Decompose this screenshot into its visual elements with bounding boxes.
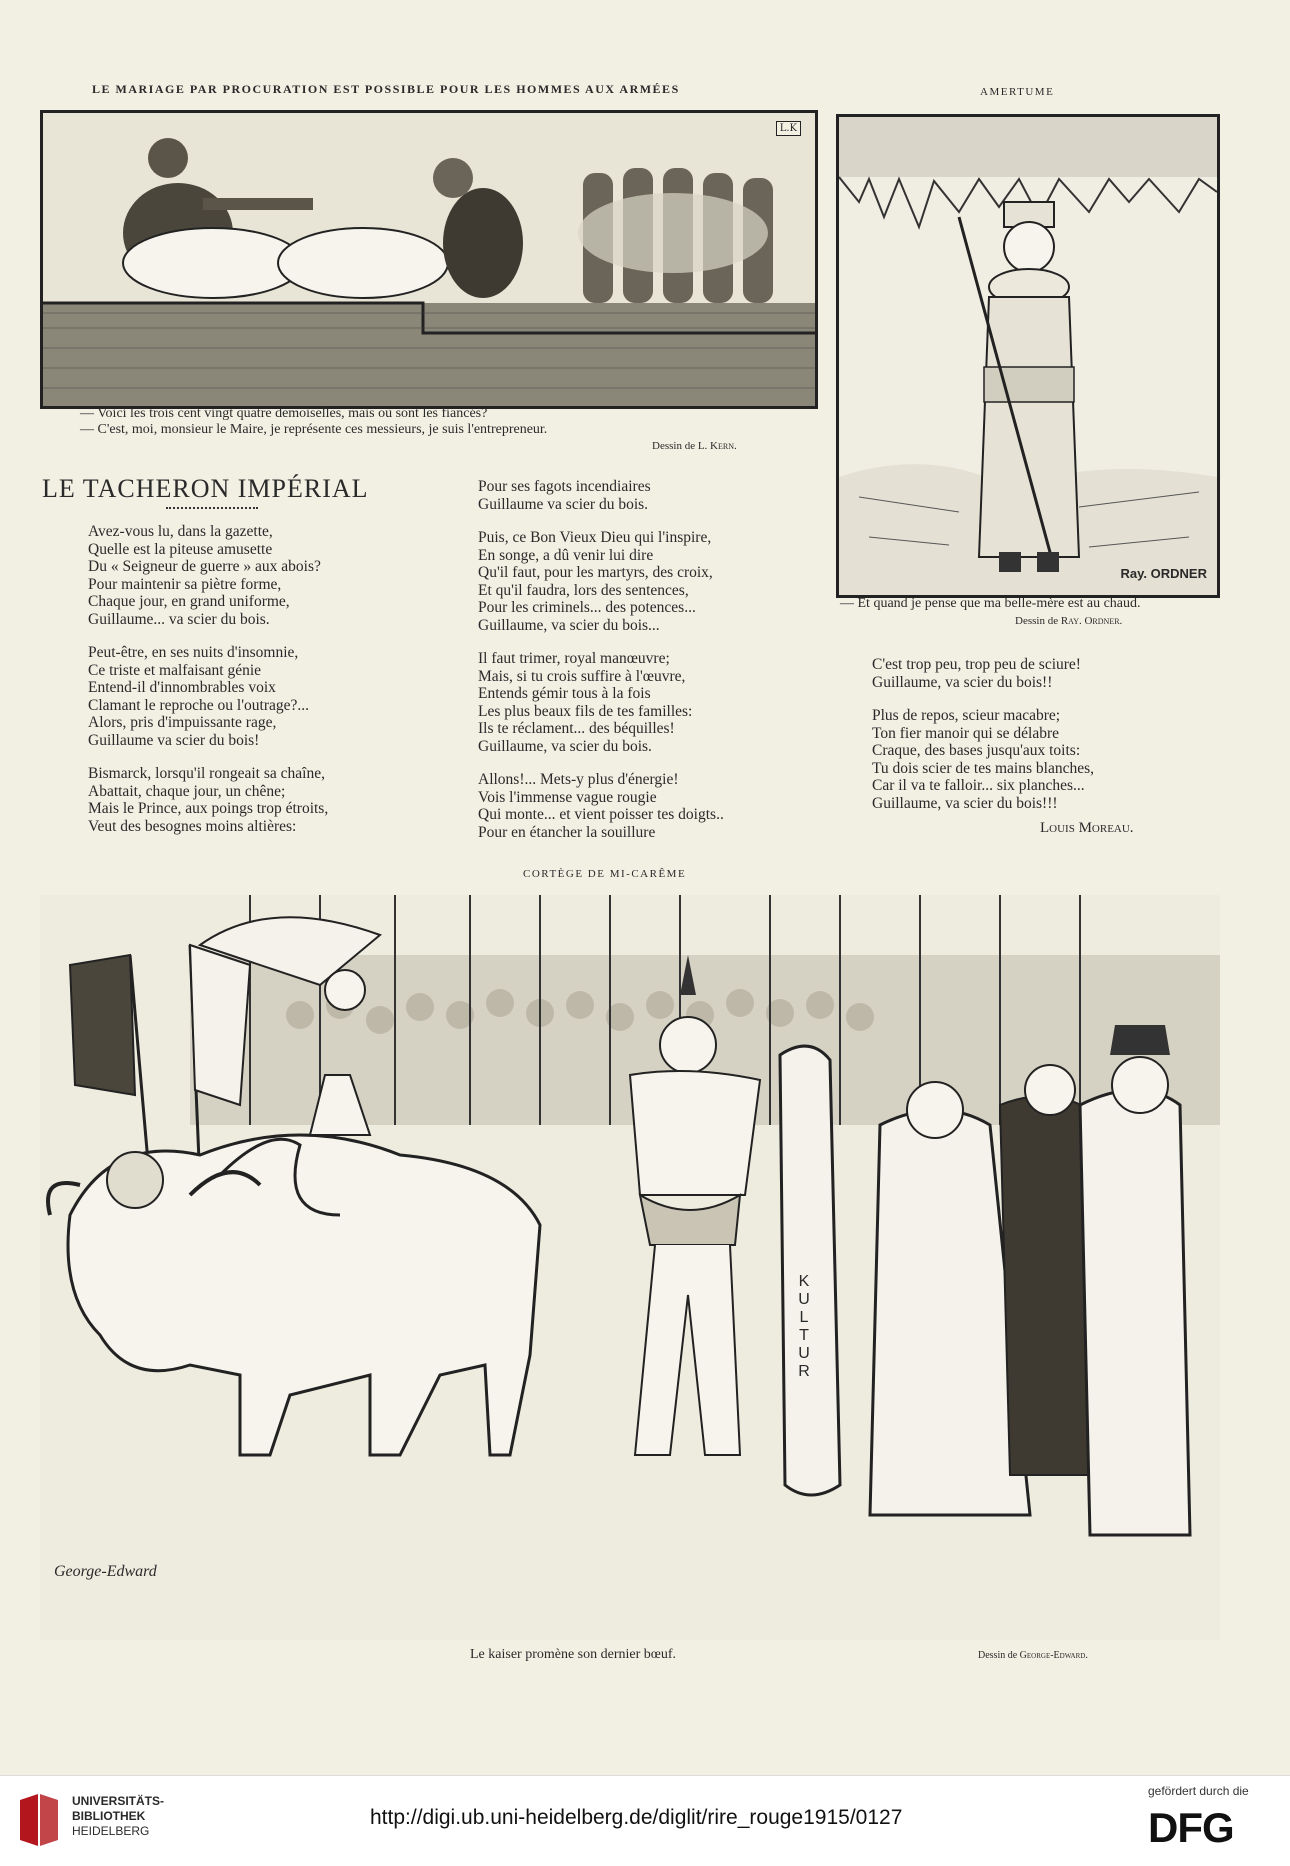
cartoon3-credit-prefix: Dessin de xyxy=(978,1650,1018,1661)
cartoon1-caption xyxy=(80,406,800,438)
poem-author: Louis Moreau. xyxy=(1040,820,1134,836)
poem-stanza xyxy=(872,707,1212,812)
poem-line: Craque, des bases jusqu'aux toits: xyxy=(872,742,1081,759)
poem-stanza xyxy=(478,771,823,841)
cartoon2-credit-name: Ray. Ordner. xyxy=(1060,615,1123,627)
poem-line: Pour en étancher la souillure xyxy=(478,823,656,841)
poem-line: C'est trop peu, trop peu de sciure! xyxy=(872,656,1081,673)
poem-stanza xyxy=(88,523,428,628)
poem-stanza xyxy=(478,650,823,755)
poem-col1 xyxy=(88,523,428,851)
cartoon2-drawing xyxy=(839,117,1217,595)
poem-line: Guillaume, va scier du bois. xyxy=(478,737,652,755)
cartoon1-header: LE MARIAGE PAR PROCURATION EST POSSIBLE POUR LES HOMMES AUX ARMÉES xyxy=(92,82,680,96)
cartoon2-credit-prefix: Dessin de xyxy=(1015,615,1059,627)
cartoon1-credit-prefix: Dessin de xyxy=(652,440,696,452)
poem-line: Allons!... Mets-y plus d'énergie! xyxy=(478,771,679,788)
poem-line: Les plus beaux fils de tes familles: xyxy=(478,702,693,720)
poem-line: Vois l'immense vague rougie xyxy=(478,788,657,806)
club-letter: U xyxy=(798,1291,810,1308)
poem-line: Guillaume va scier du bois! xyxy=(88,731,260,749)
cartoon3-credit-name: George-Edward. xyxy=(1019,1650,1088,1661)
poem-line: Mais, si tu crois suffire à l'œuvre, xyxy=(478,667,686,685)
cartoon1-caption-line2: — C'est, moi, monsieur le Maire, je représente ces messieurs, je suis l'entrepreneur. xyxy=(80,422,548,437)
poem-line: Abattait, chaque jour, un chêne; xyxy=(88,782,286,800)
poem-line: Du « Seigneur de guerre » aux abois? xyxy=(88,558,321,575)
sponsor-text: gefördert durch die xyxy=(1148,1784,1249,1798)
poem-line: Entends gémir tous à la fois xyxy=(478,685,651,702)
poem-col2 xyxy=(478,478,823,857)
cartoon3-header: CORTÈGE DE MI-CARÊME xyxy=(523,868,687,880)
poem-line: Bismarck, lorsqu'il rongeait sa chaîne, xyxy=(88,765,325,782)
club-letter: L xyxy=(799,1309,809,1326)
university-logo-text xyxy=(72,1794,164,1839)
poem-stanza xyxy=(88,644,428,749)
poem-line: Car il va te falloir... six planches... xyxy=(872,777,1085,794)
cartoon2-illustration xyxy=(836,114,1220,598)
poem-title-rule xyxy=(166,507,258,509)
university-logo-icon xyxy=(16,1792,62,1848)
club-letter: R xyxy=(798,1363,810,1380)
viewer-footer xyxy=(0,1775,1290,1866)
poem-line: Et qu'il faudra, lors des sentences, xyxy=(478,581,689,599)
cartoon3-caption: Le kaiser promène son dernier bœuf. xyxy=(470,1647,677,1662)
poem-line: Clamant le reproche ou l'outrage?... xyxy=(88,696,309,714)
cartoon3-credit xyxy=(978,1648,1088,1664)
cartoon3-drawing xyxy=(40,895,1220,1640)
poem-line: Guillaume, va scier du bois!! xyxy=(872,673,1053,691)
poem-line: Chaque jour, en grand uniforme, xyxy=(88,593,290,610)
poem-line: Guillaume... va scier du bois. xyxy=(88,610,270,628)
poem-line: Ton fier manoir qui se délabre xyxy=(872,724,1059,742)
poem-line: Entend-il d'innombrables voix xyxy=(88,679,276,696)
poem-line: Peut-être, en ses nuits d'insomnie, xyxy=(88,644,299,661)
logo-line2: BIBLIOTHEK xyxy=(72,1809,146,1823)
cartoon3-illustration xyxy=(40,895,1220,1640)
ub-logo-mark xyxy=(16,1792,62,1848)
poem-stanza xyxy=(478,478,823,513)
cartoon2-credit xyxy=(1015,613,1122,629)
cartoon1-caption-line1: — Voici les trois cent vingt quatre demoiselles, mais où sont les fiancés? xyxy=(80,406,488,421)
club-letter: T xyxy=(799,1327,809,1344)
poem-line: Plus de repos, scieur macabre; xyxy=(872,707,1061,724)
dfg-logo: DFG xyxy=(1148,1804,1234,1851)
poem-line: Puis, ce Bon Vieux Dieu qui l'inspire, xyxy=(478,529,712,546)
cartoon3-signature: George-Edward xyxy=(54,1563,157,1580)
poem-line: Veut des besognes moins altières: xyxy=(88,817,297,835)
club-letter: U xyxy=(798,1345,810,1362)
cartoon1-monogram: L.K xyxy=(776,121,801,136)
poem-title: LE TACHERON IMPÉRIAL xyxy=(42,474,369,503)
cartoon1-drawing xyxy=(43,113,815,406)
poem-line: Pour ses fagots incendiaires xyxy=(478,478,651,495)
poem-line: Pour maintenir sa piètre forme, xyxy=(88,575,282,593)
kultur-club-text xyxy=(796,1273,812,1381)
poem-line: Pour les criminels... des potences... xyxy=(478,599,696,616)
poem-line: Ils te réclament... des béquilles! xyxy=(478,720,675,737)
poem-stanza xyxy=(478,529,823,634)
poem-line: En songe, a dû venir lui dire xyxy=(478,546,654,564)
logo-line3: HEIDELBERG xyxy=(72,1824,150,1838)
cartoon1-credit xyxy=(652,438,737,454)
cartoon1-illustration xyxy=(40,110,818,409)
club-letter: K xyxy=(798,1273,810,1290)
poem-line: Ce triste et malfaisant génie xyxy=(88,661,262,679)
poem-line: Quelle est la piteuse amusette xyxy=(88,540,273,558)
poem-line: Qui monte... et vient poisser tes doigts.. xyxy=(478,806,724,823)
poem-stanza xyxy=(88,765,428,835)
poem-line: Il faut trimer, royal manœuvre; xyxy=(478,650,670,667)
poem-line: Guillaume, va scier du bois... xyxy=(478,616,660,634)
poem-line: Alors, pris d'impuissante rage, xyxy=(88,714,277,731)
logo-line1: UNIVERSITÄTS- xyxy=(72,1794,165,1808)
poem-line: Tu dois scier de tes mains blanches, xyxy=(872,759,1094,777)
cartoon2-header: AMERTUME xyxy=(980,86,1055,98)
poem-col3 xyxy=(872,656,1212,828)
poem-line: Guillaume va scier du bois. xyxy=(478,495,649,513)
cartoon2-caption: — Et quand je pense que ma belle-mère est au chaud. xyxy=(840,596,1141,611)
cartoon1-credit-name: L. Kern. xyxy=(697,440,737,452)
cartoon2-signature: Ray. ORDNER xyxy=(1120,566,1207,581)
permalink-url[interactable]: http://digi.ub.uni-heidelberg.de/diglit/rire_rouge1915/0127 xyxy=(370,1806,903,1829)
poem-line: Qu'il faut, pour les martyrs, des croix, xyxy=(478,564,713,581)
poem-line: Avez-vous lu, dans la gazette, xyxy=(88,523,273,540)
poem-line: Guillaume, va scier du bois!!! xyxy=(872,794,1058,812)
poem-stanza xyxy=(872,656,1212,691)
poem-line: Mais le Prince, aux poings trop étroits, xyxy=(88,800,329,817)
